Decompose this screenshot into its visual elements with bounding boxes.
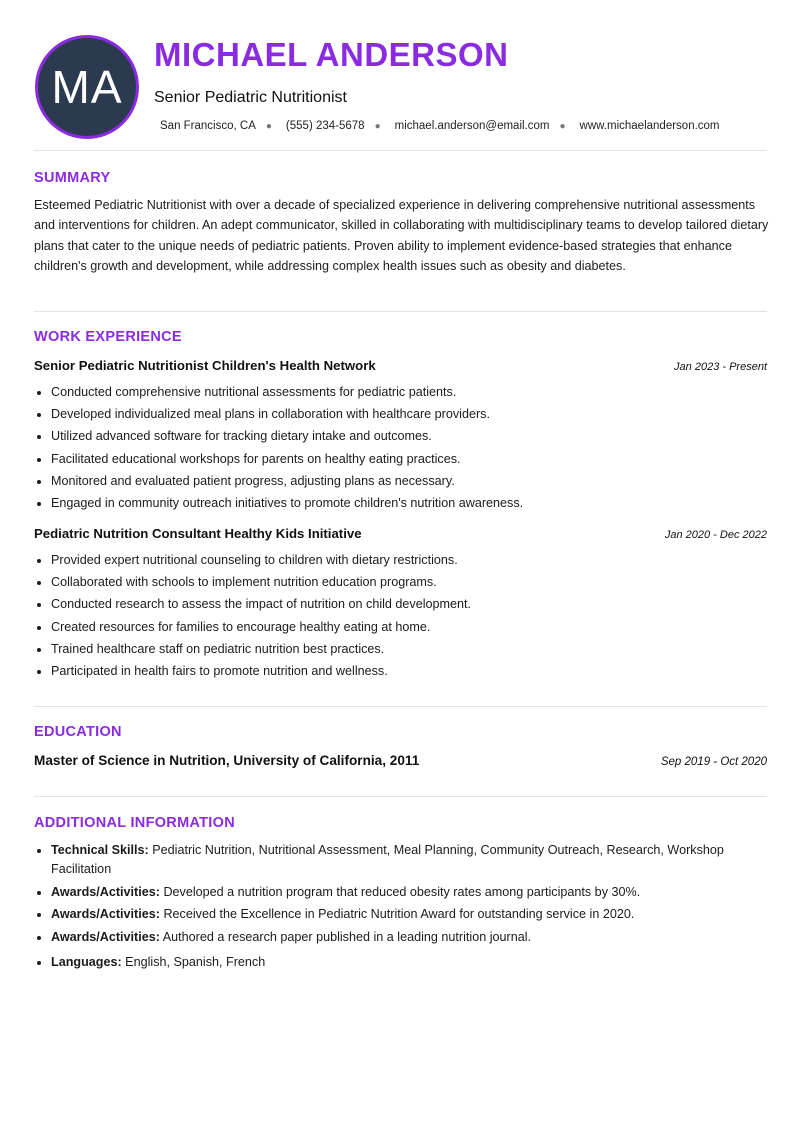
job-bullets xyxy=(34,381,771,514)
list-item: • Facilitated educational workshops for parents on healthy eating practices. xyxy=(51,448,771,470)
additional-heading: ADDITIONAL INFORMATION xyxy=(34,815,235,831)
list-item xyxy=(51,928,773,947)
additional-list xyxy=(34,841,773,975)
contact-location: San Francisco, CA xyxy=(160,120,256,132)
job-header xyxy=(34,358,767,373)
list-item: • Monitored and evaluated patient progress, adjusting plans as necessary. xyxy=(51,470,771,492)
list-item xyxy=(51,841,773,879)
list-item: • Created resources for families to encourage healthy eating at home. xyxy=(51,616,771,638)
summary-heading: SUMMARY xyxy=(34,170,111,186)
degree: Master of Science in Nutrition, University of California, 2011 xyxy=(34,753,420,768)
info-label: Technical Skills: xyxy=(51,843,149,857)
job-bullets xyxy=(34,549,771,682)
info-label: Awards/Activities: xyxy=(51,884,160,899)
list-item: • Participated in health fairs to promote nutrition and wellness. xyxy=(51,660,771,682)
info-text: English, Spanish, French xyxy=(121,954,266,969)
info-text: Developed a nutrition program that reduced obesity rates among participants by 30%. xyxy=(159,884,641,899)
list-item: • Trained healthcare staff on pediatric nutrition best practices. xyxy=(51,638,771,660)
job-dates: Jan 2020 - Dec 2022 xyxy=(664,529,767,541)
list-item: • Engaged in community outreach initiatives to promote children's nutrition awareness. xyxy=(51,492,771,514)
divider xyxy=(34,150,767,151)
contact-website: www.michaelanderson.com xyxy=(579,120,720,132)
job-role: Pediatric Nutrition Consultant Healthy Kids Initiative xyxy=(34,526,362,541)
education-dates: Sep 2019 - Oct 2020 xyxy=(660,756,767,768)
list-item: • Conducted comprehensive nutritional assessments for pediatric patients. xyxy=(51,381,771,403)
info-text: Authored a research paper published in a leading nutrition journal. xyxy=(159,929,532,944)
bullet-separator: ● xyxy=(559,120,566,132)
job-dates: Jan 2023 - Present xyxy=(674,361,767,373)
list-item xyxy=(51,883,773,902)
info-label: Awards/Activities: xyxy=(51,929,160,944)
contact-row xyxy=(160,120,720,132)
info-label: Languages: xyxy=(51,954,122,969)
divider xyxy=(34,706,767,707)
education-entry xyxy=(34,753,767,768)
info-label: Awards/Activities: xyxy=(51,907,160,921)
bullet-separator: ● xyxy=(265,120,272,132)
candidate-name: MICHAEL ANDERSON xyxy=(154,36,509,73)
job-title: Senior Pediatric Nutritionist xyxy=(154,89,347,106)
contact-phone: (555) 234-5678 xyxy=(285,120,365,132)
job-role: Senior Pediatric Nutritionist Children's Health Network xyxy=(34,358,376,373)
list-item: • Conducted research to assess the impact of nutrition on child development. xyxy=(51,593,771,615)
experience-heading: WORK EXPERIENCE xyxy=(34,329,182,345)
list-item: • Collaborated with schools to implement nutrition education programs. xyxy=(51,571,771,593)
divider xyxy=(34,796,767,797)
info-text: Pediatric Nutrition, Nutritional Assessment, Meal Planning, Community Outreach, Research, Workshop Facilitation xyxy=(51,843,724,876)
job-header xyxy=(34,526,767,541)
list-item: • Utilized advanced software for tracking dietary intake and outcomes. xyxy=(51,425,771,447)
list-item xyxy=(51,905,773,924)
summary-text: Esteemed Pediatric Nutritionist with over a decade of specialized experience in delivering comprehensive nutritional assessments and interventions for children. An adept communicator, skilled in collaborating with multidisciplinary teams to develop tailored dietary plans that cater to the unique needs of pediatric patients. Proven ability to implement evidence-based strategies that enhance children's growth and development, while addressing complex health issues such as obesity and diabetes. xyxy=(34,198,769,273)
list-item: • Developed individualized meal plans in collaboration with healthcare providers. xyxy=(51,403,771,425)
divider xyxy=(34,311,767,312)
info-text: Received the Excellence in Pediatric Nutrition Award for outstanding service in 2020. xyxy=(159,907,635,921)
avatar xyxy=(35,35,139,139)
bullet-separator: ● xyxy=(374,120,381,132)
education-heading: EDUCATION xyxy=(34,724,122,740)
list-item: • Provided expert nutritional counseling to children with dietary restrictions. xyxy=(51,549,771,571)
avatar-initials: MA xyxy=(51,61,123,113)
list-item xyxy=(51,953,773,972)
contact-email: michael.anderson@email.com xyxy=(394,120,550,132)
